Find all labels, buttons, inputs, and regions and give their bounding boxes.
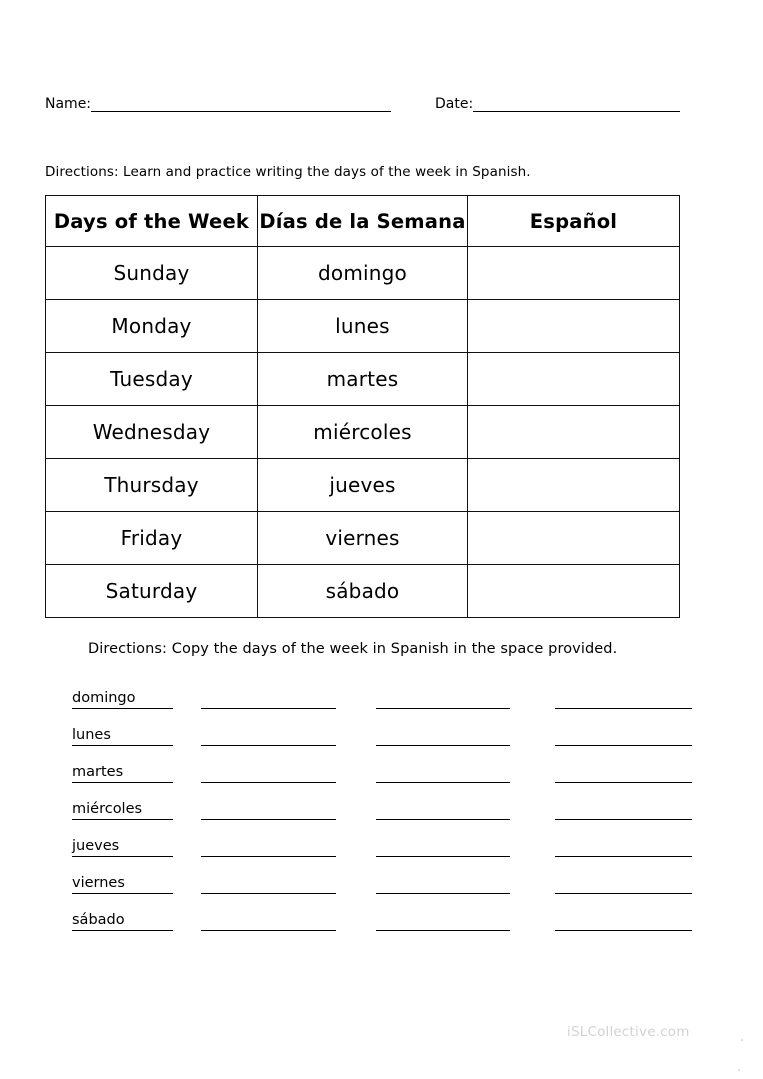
table-row	[46, 300, 680, 353]
cell-spanish: lunes	[258, 300, 468, 353]
table-header-row	[46, 196, 680, 247]
table-header-practice: Español	[468, 196, 680, 247]
date-input-line[interactable]	[473, 97, 680, 112]
date-label: Date:	[435, 96, 474, 112]
name-label: Name:	[45, 96, 92, 112]
footer-mark-2: .	[737, 1060, 742, 1075]
practice-row	[72, 857, 692, 894]
cell-english: Saturday	[46, 565, 258, 618]
practice-blank-1[interactable]	[201, 913, 336, 931]
table-row	[46, 512, 680, 565]
practice-word: lunes	[72, 727, 173, 746]
practice-row	[72, 783, 692, 820]
practice-word: domingo	[72, 690, 173, 709]
practice-blank-1[interactable]	[201, 765, 336, 783]
practice-blank-2[interactable]	[376, 691, 511, 709]
cell-spanish: jueves	[258, 459, 468, 512]
table-header-spanish: Días de la Semana	[258, 196, 468, 247]
practice-word: martes	[72, 764, 173, 783]
cell-english: Sunday	[46, 247, 258, 300]
practice-blank-1[interactable]	[201, 876, 336, 894]
directions-second: Directions: Copy the days of the week in Spanish in the space provided.	[88, 641, 618, 657]
site-watermark: iSLCollective.com	[567, 1024, 690, 1040]
practice-blank-3[interactable]	[555, 802, 692, 820]
cell-english: Friday	[46, 512, 258, 565]
header-fields	[45, 88, 690, 112]
cell-spanish: sábado	[258, 565, 468, 618]
table-row	[46, 406, 680, 459]
practice-blank-2[interactable]	[376, 913, 511, 931]
practice-blank-1[interactable]	[201, 839, 336, 857]
days-of-week-table	[45, 195, 680, 618]
practice-blank-3[interactable]	[555, 876, 692, 894]
practice-blank-3[interactable]	[555, 913, 692, 931]
practice-word: jueves	[72, 838, 173, 857]
cell-practice[interactable]	[468, 406, 680, 459]
practice-row	[72, 672, 692, 709]
practice-row	[72, 820, 692, 857]
practice-word: viernes	[72, 875, 173, 894]
cell-practice[interactable]	[468, 459, 680, 512]
practice-blank-1[interactable]	[201, 691, 336, 709]
cell-english: Monday	[46, 300, 258, 353]
practice-row	[72, 894, 692, 931]
practice-word: miércoles	[72, 801, 173, 820]
practice-word: sábado	[72, 912, 173, 931]
cell-spanish: viernes	[258, 512, 468, 565]
table-row	[46, 459, 680, 512]
practice-blank-1[interactable]	[201, 728, 336, 746]
table-row	[46, 353, 680, 406]
practice-blank-2[interactable]	[376, 765, 511, 783]
practice-blank-1[interactable]	[201, 802, 336, 820]
cell-practice[interactable]	[468, 512, 680, 565]
practice-blank-2[interactable]	[376, 876, 511, 894]
cell-practice[interactable]	[468, 353, 680, 406]
practice-blank-3[interactable]	[555, 728, 692, 746]
practice-blank-3[interactable]	[555, 839, 692, 857]
cell-english: Wednesday	[46, 406, 258, 459]
footer-mark-1: .	[740, 1030, 745, 1045]
practice-blank-2[interactable]	[376, 839, 511, 857]
practice-blank-3[interactable]	[555, 765, 692, 783]
table-row	[46, 247, 680, 300]
cell-spanish: miércoles	[258, 406, 468, 459]
practice-blank-3[interactable]	[555, 691, 692, 709]
practice-row	[72, 709, 692, 746]
table-header-english: Days of the Week	[46, 196, 258, 247]
cell-english: Thursday	[46, 459, 258, 512]
name-input-line[interactable]	[91, 97, 391, 112]
copy-practice-section	[72, 672, 692, 931]
practice-blank-2[interactable]	[376, 802, 511, 820]
cell-english: Tuesday	[46, 353, 258, 406]
directions-first: Directions: Learn and practice writing the days of the week in Spanish.	[45, 164, 531, 180]
cell-spanish: domingo	[258, 247, 468, 300]
cell-practice[interactable]	[468, 300, 680, 353]
cell-spanish: martes	[258, 353, 468, 406]
table-row	[46, 565, 680, 618]
practice-row	[72, 746, 692, 783]
cell-practice[interactable]	[468, 565, 680, 618]
cell-practice[interactable]	[468, 247, 680, 300]
practice-blank-2[interactable]	[376, 728, 511, 746]
